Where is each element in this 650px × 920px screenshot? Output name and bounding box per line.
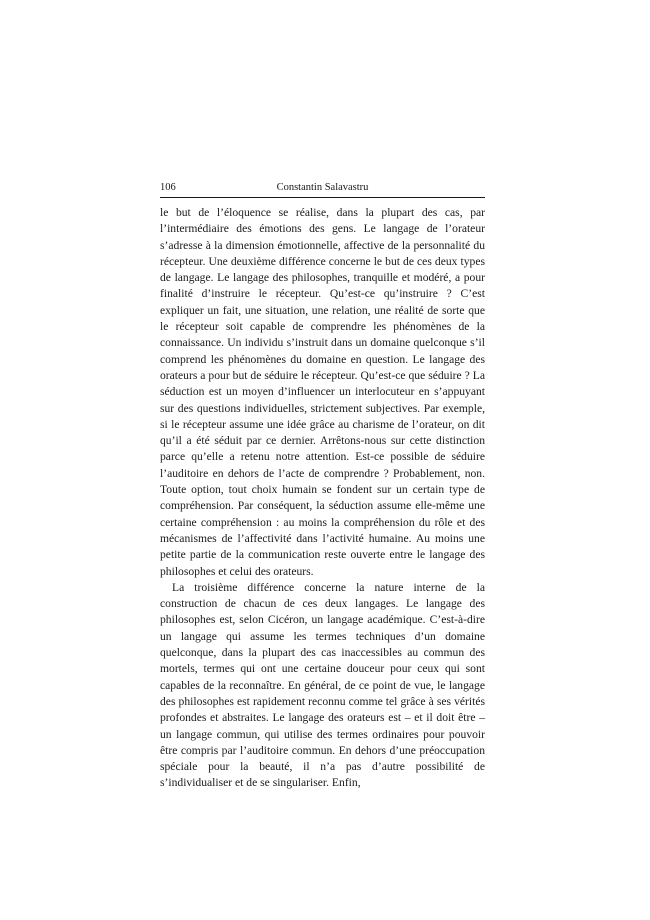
book-page [160,181,485,792]
running-header [160,181,485,198]
running-title: Constantin Salavastru [276,182,369,193]
paragraph-continuation: le but de l’éloquence se réalise, dans la plupart des cas, par l’intermédiaire des émotions des gens. Le langage de l’orateur s’adresse à la dimension émotionnelle, affective de la personnalité du récepteur. Une deuxième différence concerne le but de ces deux types de langage. Le langage des philosophes, tranquille et modéré, a pour finalité d’instruire le récepteur. Qu’est-ce qu’instruire ? C’est expliquer un fait, une situation, une relation, une réalité de sorte que le récepteur soit capable de comprendre les phénomènes de la connaissance. Un individu s’instruit dans un domaine quelconque s’il comprend les phénomènes du domaine en question. Le langage des orateurs a pour but de séduire le récepteur. Qu’est-ce que séduire ? La séduction est un moyen d’influencer un interlocuteur en s’appuyant sur des questions individuelles, strictement subjectives. Par exemple, si le récepteur assume une idée grâce au charisme de l’orateur, on dit qu’il a été séduit par ce dernier. Arrêtons-nous sur cette distinction parce qu’elle a retenu notre attention. Est-ce possible de séduire l’auditoire en dehors de l’acte de comprendre ? Probablement, non. Toute option, tout choix humain se fondent sur un certain type de compréhension. Par conséquent, la séduction assume elle-même une certaine compréhension : au moins la compréhension du rôle et des mécanismes de l’affectivité dans l’activité humaine. Au moins une petite partie de la communication reste ouverte entre le langage des philosophes et celui des orateurs. [160,206,485,578]
body-text [160,205,485,792]
page-number: 106 [160,182,176,193]
paragraph-third-difference: La troisième différence concerne la nature interne de la construction de chacun de ces deux langages. Le langage des philosophes est, selon Cicéron, un langage académique. C’est-à-dire un langage qui assume les termes techniques d’un domaine quelconque, dans la plupart des cas inaccessibles au commun des mortels, termes qui ont une certaine douceur pour ceux qui sont capables de la reconnaître. En général, de ce point de vue, le langage des philosophes est rapidement reconnu comme tel grâce à ses vérités profondes et abstraites. Le langage des orateurs est – et il doit être – un langage commun, qui utilise des termes ordinaires pour pouvoir être compris par l’auditoire commun. En dehors d’une préoccupation spéciale pour la beauté, il n’a pas d’autre possibilité de s’individualiser et de se singulariser. Enfin, [160,580,485,790]
